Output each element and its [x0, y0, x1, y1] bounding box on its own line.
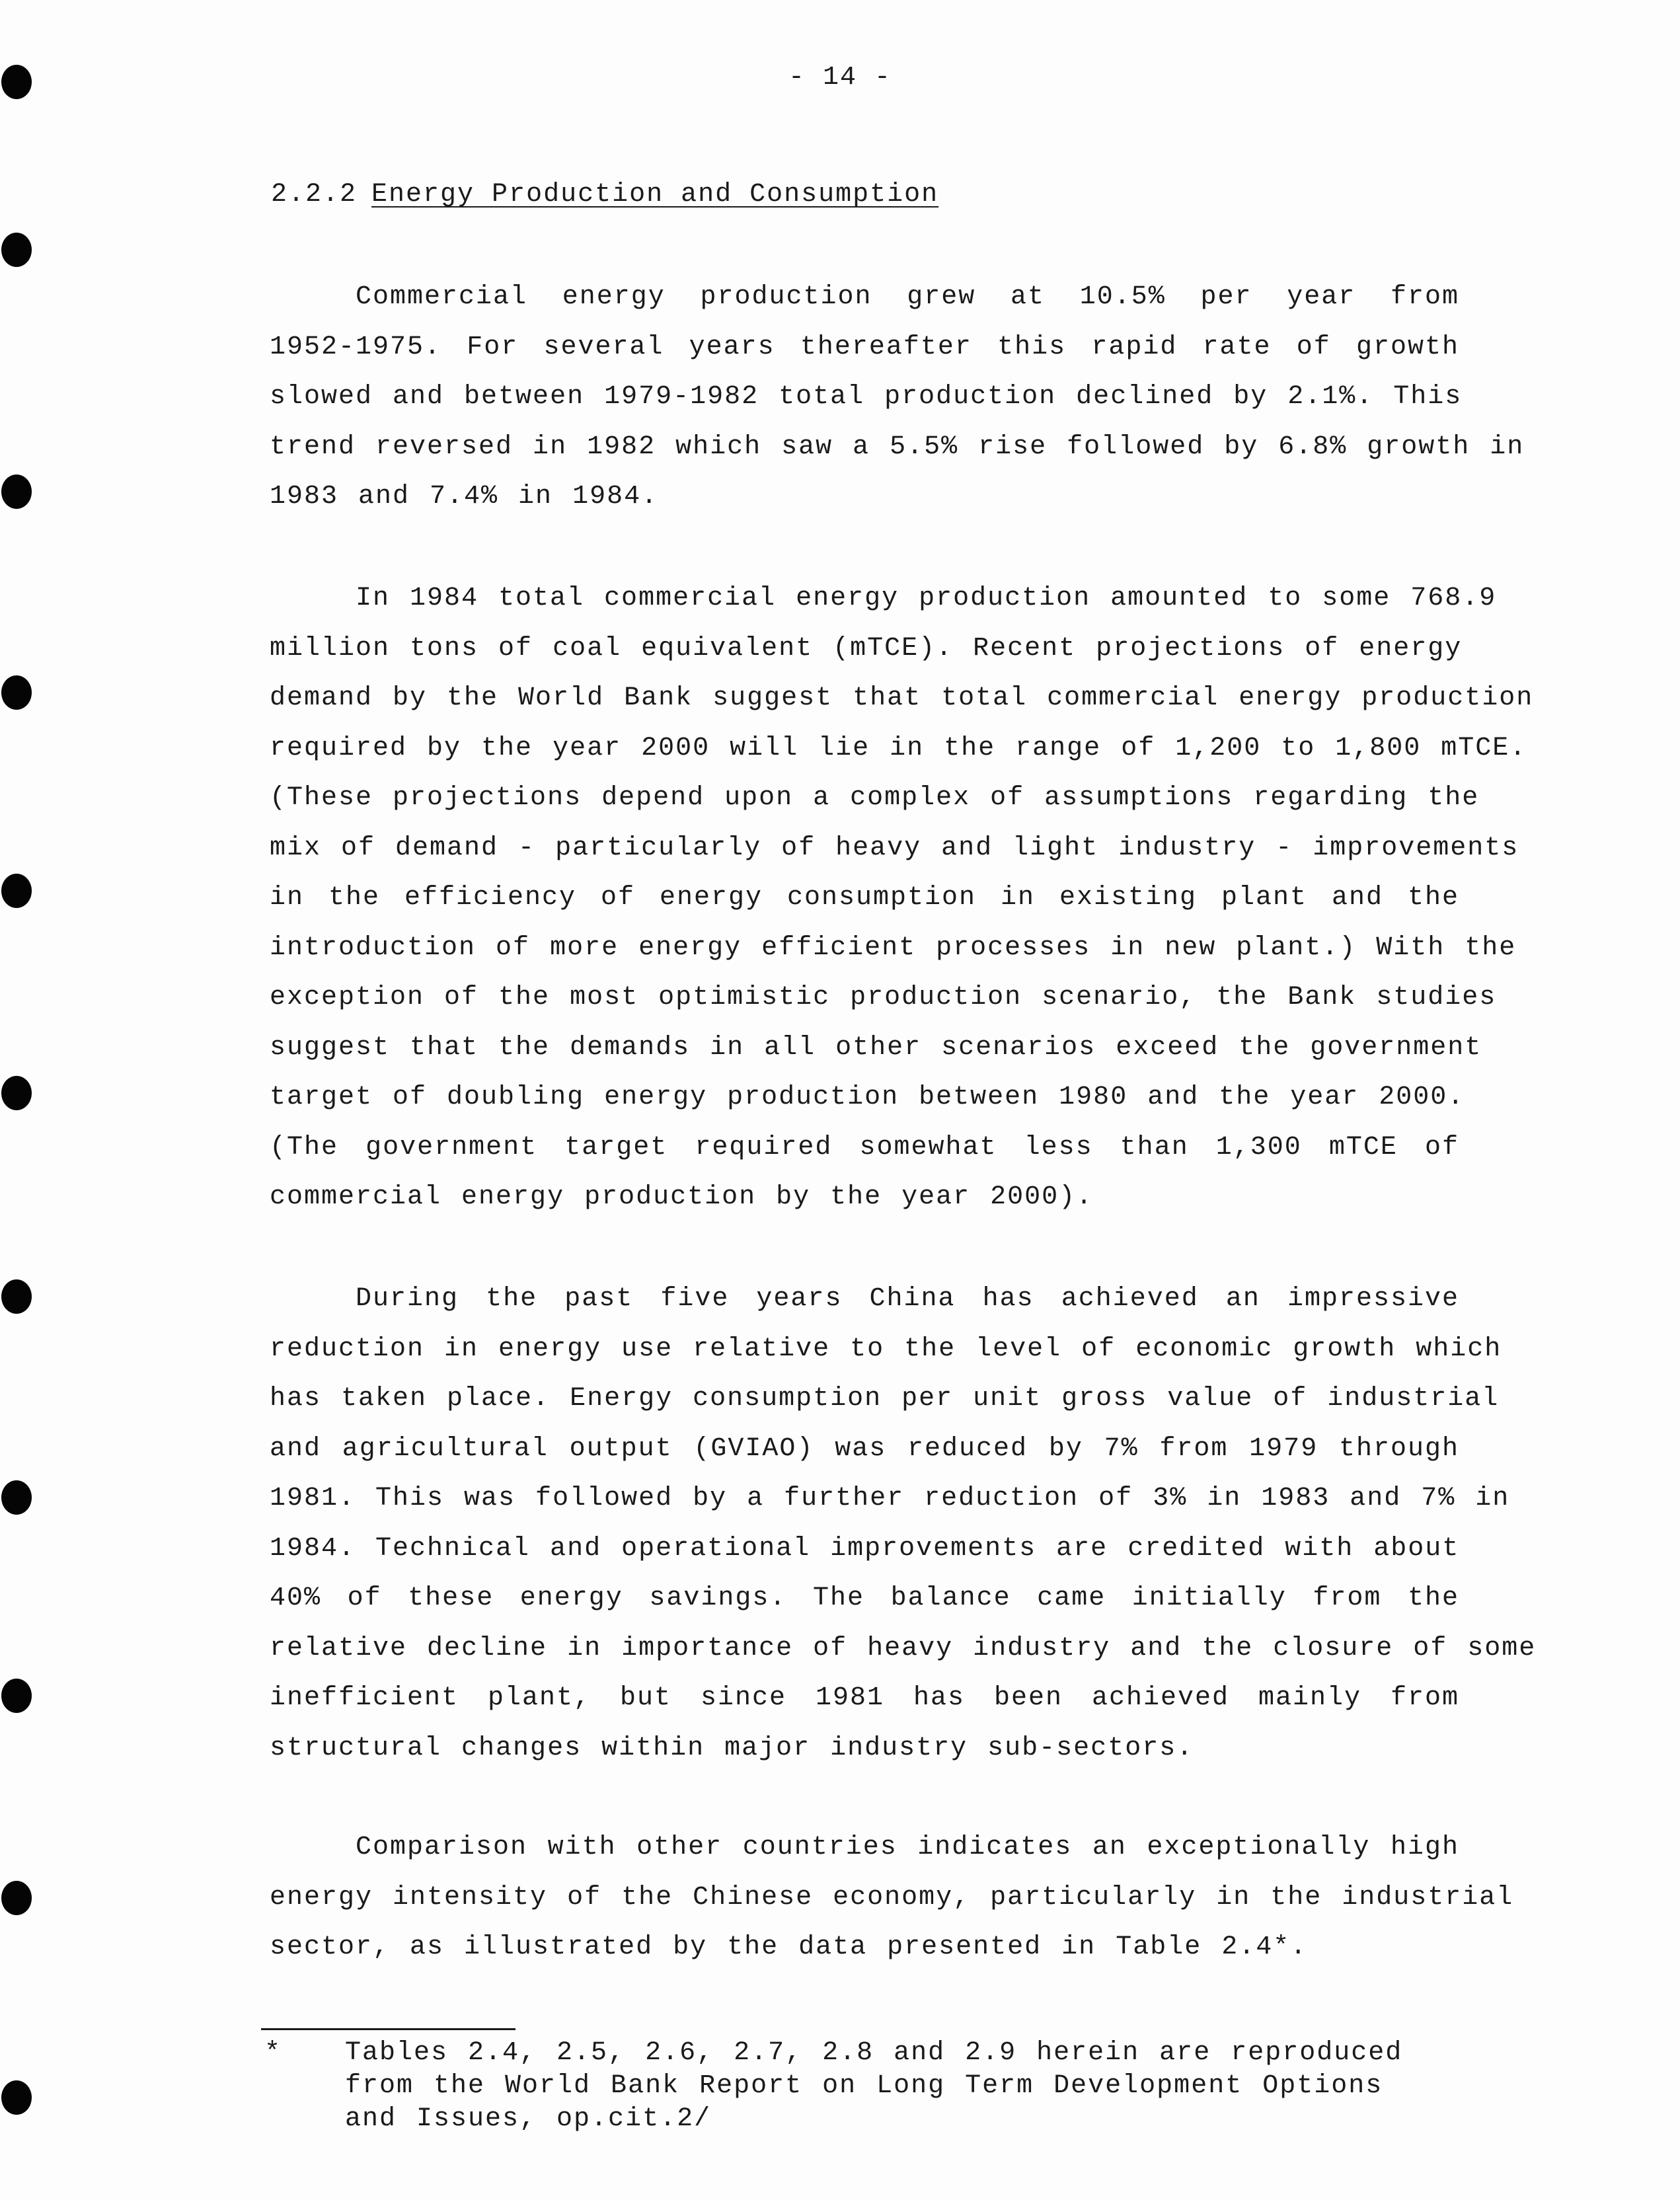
paragraph-line: Commercial energy production grew at 10.5% per year from — [356, 282, 1459, 312]
paragraph-line: energy intensity of the Chinese economy, particularly in the industrial — [270, 1882, 1514, 1913]
paragraph-line: million tons of coal equivalent (mTCE). Recent projections of energy — [270, 633, 1463, 664]
paragraph-line: trend reversed in 1982 which saw a 5.5% rise followed by 6.8% growth in — [270, 432, 1525, 462]
paragraph-line: mix of demand - particularly of heavy and light industry - improvements — [270, 833, 1519, 863]
binder-hole — [1, 233, 32, 267]
binder-hole — [1, 1679, 32, 1713]
footnote-rule — [261, 2028, 515, 2030]
paragraph-line: demand by the World Bank suggest that total commercial energy production — [270, 683, 1534, 713]
binder-hole — [1, 1279, 32, 1314]
footnote-line: from the World Bank Report on Long Term Development Options — [345, 2071, 1383, 2101]
paragraph-line: In 1984 total commercial energy production amounted to some 768.9 — [356, 584, 1497, 613]
paragraph-line: introduction of more energy efficient processes in new plant.) With the — [270, 932, 1517, 963]
paragraph-energy-use-reduction — [270, 1274, 1537, 1773]
binder-hole — [1, 2080, 32, 2115]
paragraph-line: suggest that the demands in all other scenarios exceed the government — [270, 1032, 1482, 1063]
paragraph-line: reduction in energy use relative to the level of economic growth which — [270, 1334, 1502, 1364]
paragraph-line: 40% of these energy savings. The balance came initially from the — [270, 1583, 1459, 1613]
footnote-line: and Issues, op.cit.2/ — [345, 2104, 712, 2134]
paragraph-line: 1981. This was followed by a further reduction of 3% in 1983 and 7% in — [270, 1484, 1510, 1513]
section-title: Energy Production and Consumption — [371, 180, 939, 209]
paragraph-line: (The government target required somewhat less than 1,300 mTCE of — [270, 1132, 1459, 1162]
paragraph-line: inefficient plant, but since 1981 has been achieved mainly from — [270, 1683, 1459, 1713]
paragraph-line: During the past five years China has achieved an impressive — [356, 1284, 1459, 1314]
paragraph-line: sector, as illustrated by the data presented in Table 2.4*. — [270, 1932, 1308, 1962]
paragraph-line: has taken place. Energy consumption per unit gross value of industrial — [270, 1384, 1500, 1414]
paragraph-line: required by the year 2000 will lie in the range of 1,200 to 1,800 mTCE. — [270, 733, 1527, 763]
footnote-marker: * — [264, 2038, 282, 2068]
binder-hole — [1, 1480, 32, 1515]
binder-hole — [1, 1881, 32, 1915]
paragraph-line: in the efficiency of energy consumption in existing plant and the — [270, 883, 1459, 913]
paragraph-line: relative decline in importance of heavy industry and the closure of some — [270, 1633, 1537, 1663]
binder-hole — [1, 675, 32, 710]
paragraph-line: Comparison with other countries indicates an exceptionally high — [356, 1833, 1459, 1862]
paragraph-line: and agricultural output (GVIAO) was reduced by 7% from 1979 through — [270, 1433, 1459, 1464]
paragraph-line: (These projections depend upon a complex of assumptions regarding the — [270, 783, 1480, 813]
paragraph-line: 1984. Technical and operational improvements are credited with about — [270, 1533, 1460, 1564]
paragraph-line: target of doubling energy production between 1980 and the year 2000. — [270, 1082, 1465, 1112]
footnote-text — [345, 2037, 1402, 2136]
paragraph-line: commercial energy production by the year 2000). — [270, 1182, 1094, 1212]
paragraph-line: slowed and between 1979-1982 total production declined by 2.1%. This — [270, 382, 1463, 412]
section-heading — [271, 180, 938, 209]
paragraph-line: 1983 and 7.4% in 1984. — [270, 482, 659, 512]
paragraph-line: structural changes within major industry sub-sectors. — [270, 1733, 1194, 1763]
binder-hole — [1, 874, 32, 908]
paragraph-line: exception of the most optimistic production scenario, the Bank studies — [270, 983, 1497, 1012]
paragraph-energy-production-growth — [270, 272, 1525, 522]
binder-hole — [1, 474, 32, 509]
paragraph-country-comparison — [270, 1823, 1514, 1973]
binder-hole — [1, 1076, 32, 1110]
footnote-line: Tables 2.4, 2.5, 2.6, 2.7, 2.8 and 2.9 herein are reproduced — [345, 2038, 1403, 2068]
page-number: - 14 - — [788, 63, 892, 93]
section-number: 2.2.2 — [271, 180, 358, 209]
paragraph-line: 1952-1975. For several years thereafter this rapid rate of growth — [270, 332, 1459, 362]
paragraph-energy-projections — [270, 574, 1534, 1223]
